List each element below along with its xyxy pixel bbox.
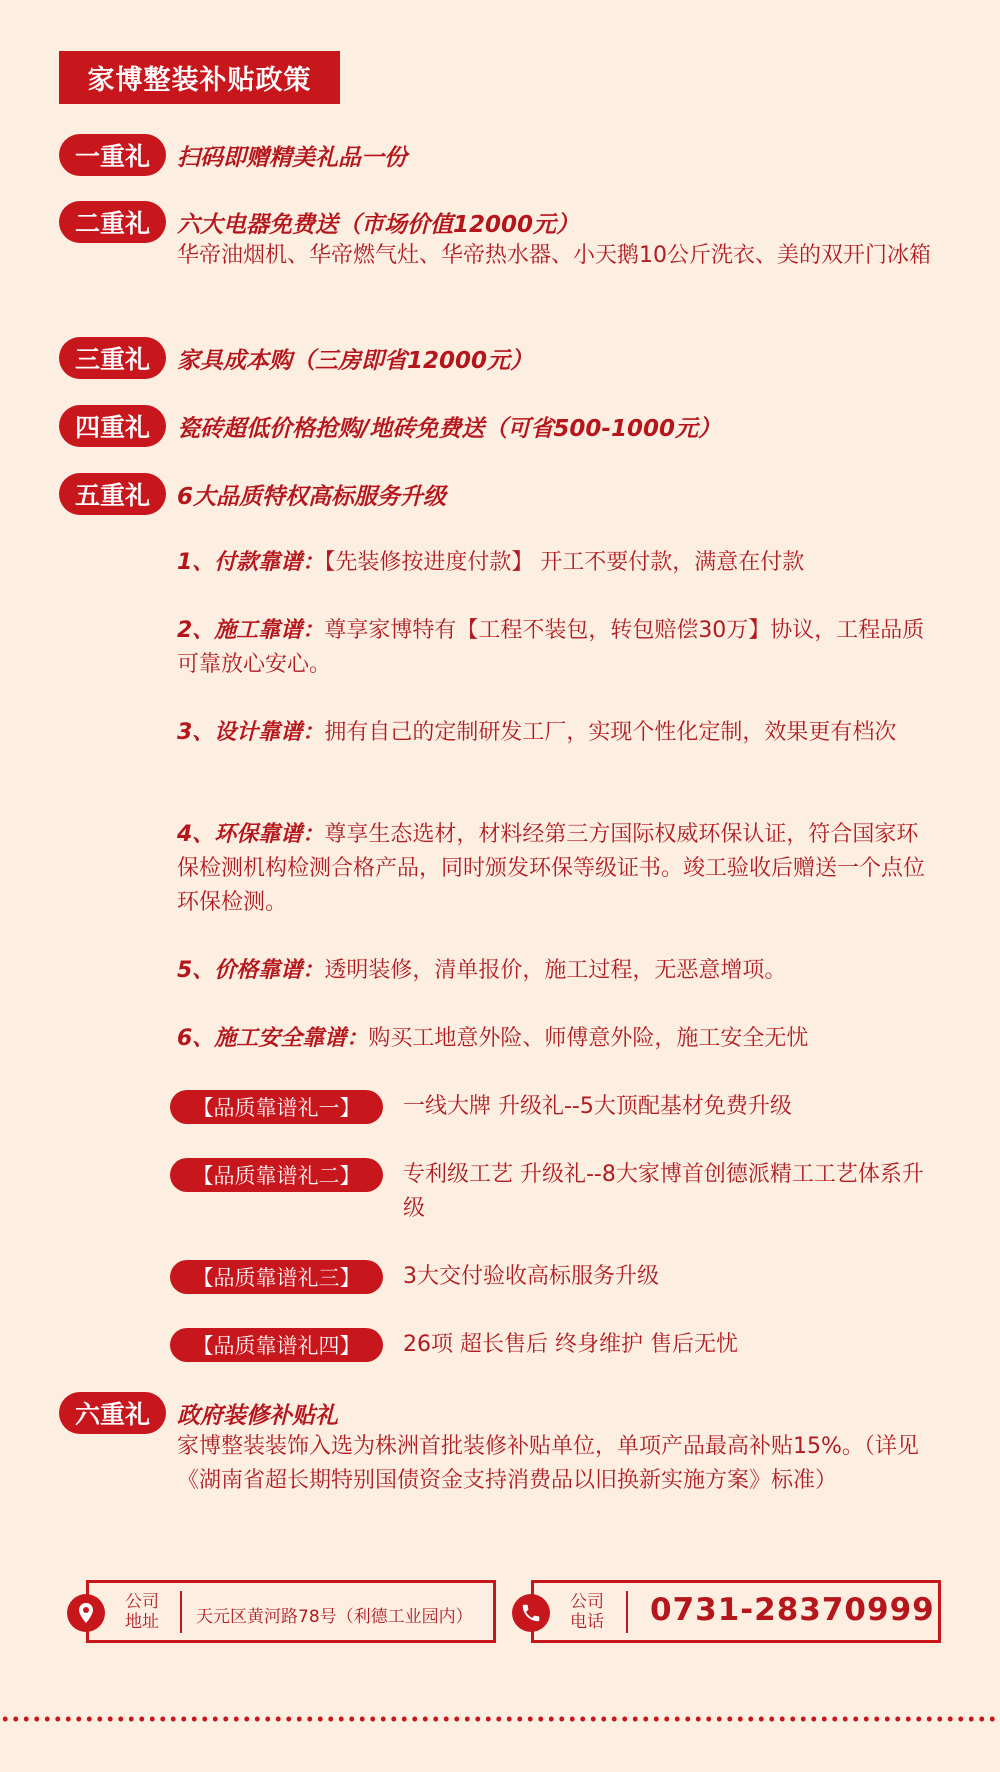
quality-gift-tag-4: 【品质靠谱礼四】 bbox=[170, 1328, 383, 1362]
gift-tag-3: 三重礼 bbox=[59, 337, 166, 379]
divider bbox=[180, 1591, 182, 1633]
gift-title-3: 家具成本购（三房即省12000元） bbox=[177, 348, 534, 374]
quality-gift-tag-3: 【品质靠谱礼三】 bbox=[170, 1260, 383, 1294]
privilege-label: 5、价格靠谱： bbox=[177, 958, 325, 983]
gift-title-5: 6大品质特权高标服务升级 bbox=[177, 484, 447, 510]
phone-label-line2: 电话 bbox=[570, 1612, 604, 1632]
privilege-item-5 bbox=[177, 954, 937, 988]
privilege-item-1 bbox=[177, 546, 937, 580]
company-phone[interactable]: 0731-28370999 bbox=[650, 1592, 935, 1628]
dotted-divider bbox=[0, 1716, 1000, 1722]
privilege-label: 3、设计靠谱： bbox=[177, 720, 325, 745]
address-label bbox=[122, 1592, 162, 1632]
phone-icon bbox=[512, 1594, 550, 1632]
privilege-item-4 bbox=[177, 818, 937, 920]
page-title: 家博整装补贴政策 bbox=[59, 51, 340, 104]
quality-gift-text-4: 26项 超长售后 终身维护 售后无忧 bbox=[403, 1332, 738, 1357]
privilege-label: 6、施工安全靠谱： bbox=[177, 1026, 369, 1051]
privilege-text: 【先装修按进度付款】 开工不要付款，满意在付款 bbox=[324, 550, 805, 575]
gift-tag-2: 二重礼 bbox=[59, 201, 166, 243]
privilege-text: 尊享生态选材，材料经第三方国际权威环保认证，符合国家环保检测机构检测合格产品，同时颁发环保等级证书。竣工验收后赠送一个点位环保检测。 bbox=[177, 822, 926, 915]
gift-title-6: 政府装修补贴礼 bbox=[177, 1403, 338, 1429]
privilege-text: 购买工地意外险、师傅意外险，施工安全无忧 bbox=[368, 1026, 809, 1051]
quality-gift-text-1: 一线大牌 升级礼--5大顶配基材免费升级 bbox=[403, 1094, 792, 1119]
phone-label-line1: 公司 bbox=[570, 1592, 604, 1612]
location-pin-icon bbox=[67, 1594, 105, 1632]
privilege-text: 尊享家博特有【工程不装包，转包赔偿30万】协议，工程品质可靠放心安心。 bbox=[177, 618, 925, 677]
privilege-label: 2、施工靠谱： bbox=[177, 618, 325, 643]
privilege-item-6 bbox=[177, 1022, 937, 1056]
gift-tag-6: 六重礼 bbox=[59, 1392, 166, 1434]
gift-tag-5: 五重礼 bbox=[59, 473, 166, 515]
gift-tag-4: 四重礼 bbox=[59, 405, 166, 447]
privilege-label: 1、付款靠谱： bbox=[177, 550, 325, 575]
quality-gift-tag-2: 【品质靠谱礼二】 bbox=[170, 1158, 383, 1192]
privilege-label: 4、环保靠谱： bbox=[177, 822, 325, 847]
phone-label bbox=[567, 1592, 607, 1632]
company-address: 天元区黄河路78号（利德工业园内） bbox=[196, 1607, 473, 1627]
privilege-item-3 bbox=[177, 716, 937, 750]
quality-gift-text-2: 专利级工艺 升级礼--8大家博首创德派精工工艺体系升级 bbox=[403, 1162, 924, 1221]
gift-tag-1: 一重礼 bbox=[59, 134, 166, 176]
address-label-line2: 地址 bbox=[125, 1612, 159, 1632]
gift-title-4: 瓷砖超低价格抢购/地砖免费送（可省500-1000元） bbox=[177, 416, 721, 442]
gift-body-6: 家博整装装饰入选为株洲首批装修补贴单位，单项产品最高补贴15%。（详见《湖南省超长期特别国债资金支持消费品以旧换新实施方案》标准） bbox=[177, 1434, 919, 1493]
gift-title-2: 六大电器免费送（市场价值12000元） bbox=[177, 212, 580, 238]
privilege-item-2 bbox=[177, 614, 937, 682]
gift-body-2: 华帝油烟机、华帝燃气灶、华帝热水器、小天鹅10公斤洗衣、美的双开门冰箱 bbox=[177, 243, 931, 268]
gift-title-1: 扫码即赠精美礼品一份 bbox=[177, 145, 407, 171]
quality-gift-text-3: 3大交付验收高标服务升级 bbox=[403, 1264, 659, 1289]
address-label-line1: 公司 bbox=[125, 1592, 159, 1612]
privilege-text: 透明装修，清单报价，施工过程，无恶意增项。 bbox=[324, 958, 787, 983]
divider bbox=[626, 1591, 628, 1633]
quality-gift-tag-1: 【品质靠谱礼一】 bbox=[170, 1090, 383, 1124]
privilege-text: 拥有自己的定制研发工厂，实现个性化定制，效果更有档次 bbox=[324, 720, 897, 745]
